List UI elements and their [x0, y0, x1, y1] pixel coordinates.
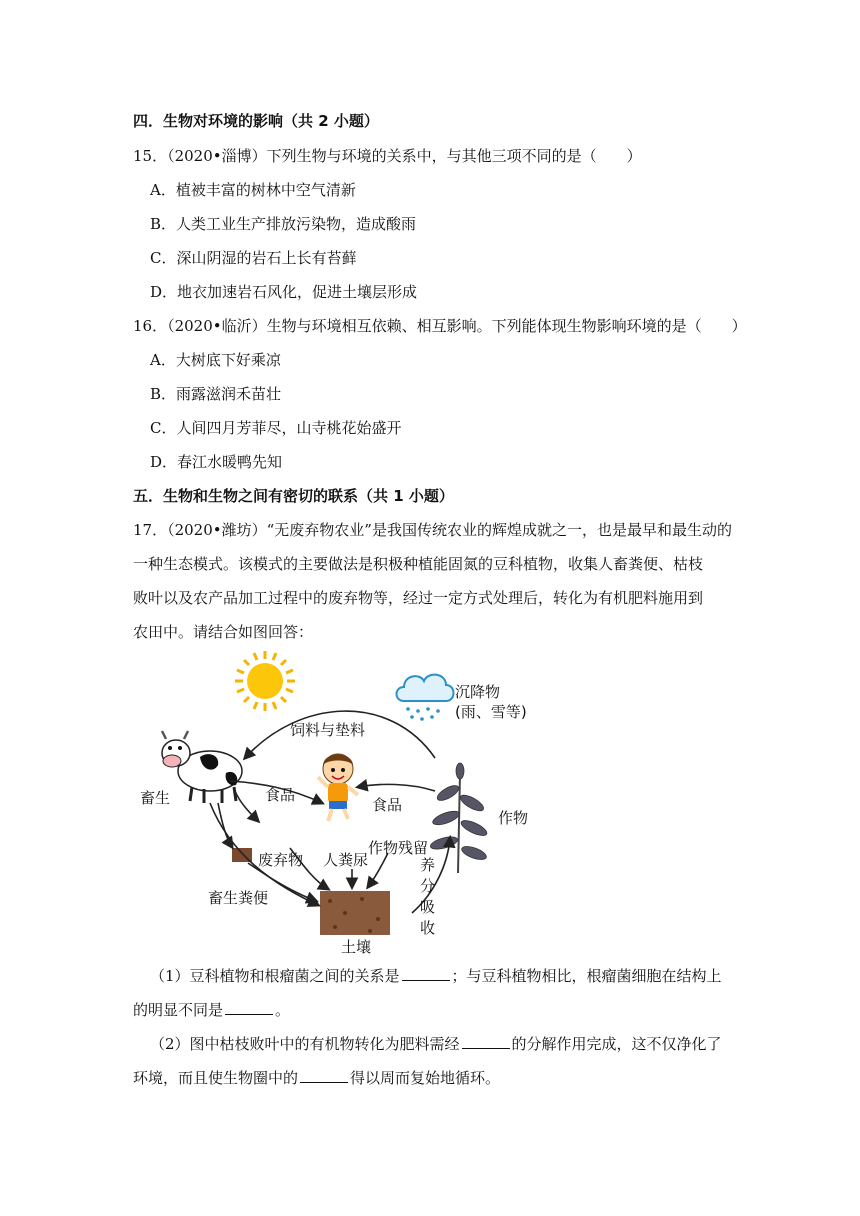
food-right-label: 食品	[372, 796, 403, 814]
waste-label: 废弃物	[258, 851, 304, 869]
question-15-option-d: D．地衣加速岩石风化，促进土壤层形成	[150, 283, 418, 301]
question-17-line-2: 一种生态模式。该模式的主要做法是积极种植能固氮的豆科植物，收集人畜粪便、枯枝	[133, 555, 704, 573]
sub1-text-c: 的明显不同是	[133, 1001, 224, 1019]
sub1-text-a: （1）豆科植物和根瘤菌之间的关系是	[150, 967, 400, 985]
soil-icon	[320, 891, 390, 935]
manure-label: 畜生粪便	[208, 889, 269, 907]
livestock-label: 畜生	[140, 789, 171, 807]
answer-blank-3[interactable]	[462, 1034, 510, 1049]
question-17-line-1: 17．（2020•潍坊）“无废弃物农业”是我国传统农业的辉煌成就之一，也是最早和最生动的	[133, 521, 732, 539]
question-17-sub1-line-2	[133, 1000, 290, 1020]
crop-plant-icon	[429, 763, 489, 873]
precipitation-label: 沉降物	[455, 683, 501, 701]
answer-blank-1[interactable]	[402, 966, 450, 981]
question-16-option-d: D．春江水暖鸭先知	[150, 453, 283, 471]
question-15-option-b: B．人类工业生产排放污染物，造成酸雨	[150, 215, 417, 233]
question-16-option-c: C．人间四月芳菲尽，山寺桃花始盛开	[150, 419, 402, 437]
question-16-option-a: A．大树底下好乘凉	[150, 351, 281, 369]
question-15-option-a: A．植被丰富的树林中空气清新	[150, 181, 356, 199]
question-17-sub2-line-2	[133, 1068, 500, 1088]
crop-label: 作物	[498, 809, 529, 827]
nutrient-absorption-label: 养分吸收	[420, 856, 436, 937]
agriculture-cycle-diagram	[130, 643, 550, 956]
sub2-text-c: 环境，而且使生物圈中的	[133, 1069, 299, 1087]
sub2-text-b: 的分解作用完成，这不仅净化了	[511, 1035, 722, 1053]
soil-label: 土壤	[341, 938, 372, 956]
sub1-text-b: ；与豆科植物相比，根瘤菌细胞在结构上	[451, 967, 722, 985]
feed-label: 饲料与垫料	[290, 721, 366, 739]
section-five-heading: 五．生物和生物之间有密切的联系（共 1 小题）	[133, 487, 454, 505]
sub1-text-d: 。	[275, 1001, 291, 1019]
question-17-sub2-line-1	[150, 1034, 722, 1054]
crop-residue-label: 作物残留	[368, 839, 429, 857]
boy-icon	[318, 754, 358, 821]
question-15-stem: 15．（2020•淄博）下列生物与环境的关系中，与其他三项不同的是（ ）	[133, 147, 642, 165]
cow-icon	[162, 731, 242, 803]
question-16-option-b: B．雨露滋润禾苗壮	[150, 385, 282, 403]
question-16-stem: 16．（2020•临沂）生物与环境相互依赖、相互影响。下列能体现生物影响环境的是（ ）	[133, 317, 747, 335]
sub2-text-d: 得以周而复始地循环。	[350, 1069, 501, 1087]
question-15-option-c: C．深山阴湿的岩石上长有苔藓	[150, 249, 357, 267]
sub2-text-a: （2）图中枯枝败叶中的有机物转化为肥料需经	[150, 1035, 460, 1053]
question-17-line-4: 农田中。请结合如图回答：	[133, 623, 314, 641]
human-waste-label: 人粪尿	[323, 851, 369, 869]
rain-cloud-icon	[397, 675, 454, 721]
answer-blank-4[interactable]	[300, 1068, 348, 1083]
section-four-heading: 四．生物对环境的影响（共 2 小题）	[133, 112, 379, 130]
question-17-sub1-line-1	[150, 966, 722, 986]
answer-blank-2[interactable]	[225, 1000, 273, 1015]
sun-icon	[235, 651, 295, 711]
food-left-label: 食品	[265, 786, 296, 804]
question-17-line-3: 败叶以及农产品加工过程中的废弃物等，经过一定方式处理后，转化为有机肥料施用到	[133, 589, 704, 607]
precipitation-note: (雨、雪等)	[455, 703, 527, 721]
